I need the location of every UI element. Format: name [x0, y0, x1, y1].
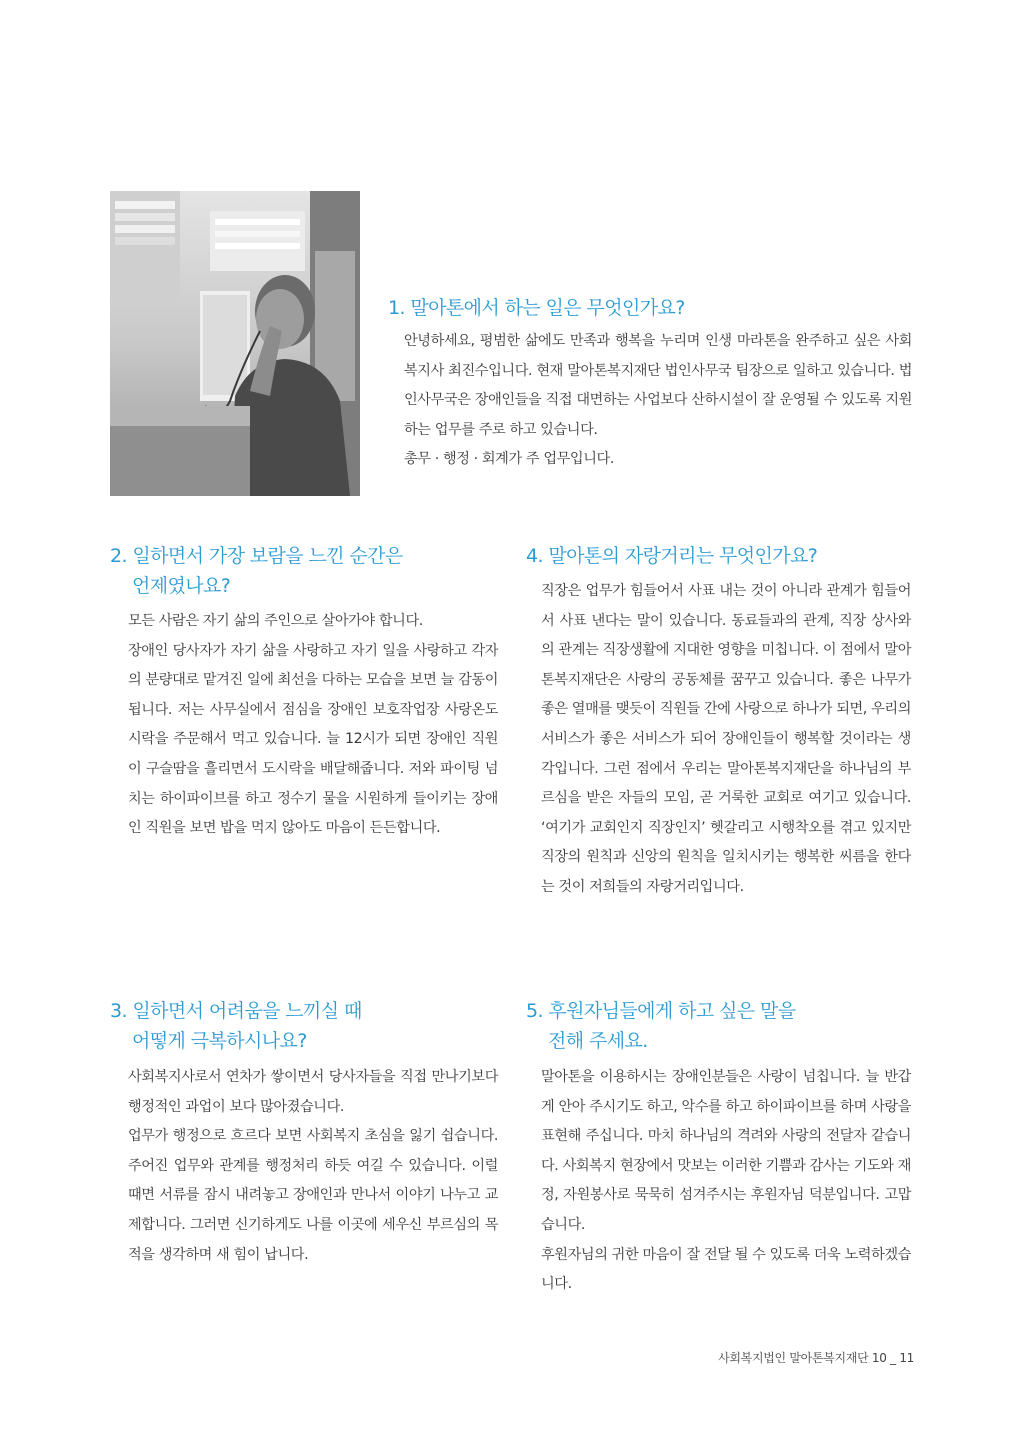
section-2-title	[110, 541, 510, 601]
section-5-paragraph-1: 말아톤을 이용하시는 장애인분들은 사랑이 넘칩니다. 늘 반갑게 안아 주시기도 하고, 악수를 하고 하이파이브를 하며 사랑을 표현해 주십니다. 마치 하나님의 격려와 사랑의 전달자 같습니다. 사회복지 현장에서 맛보는 이러한 기쁨과 감사는 기도와 재정, 자원봉사로 묵묵히 섬겨주시는 후원자님 덕분입니다. 고맙습니다.	[541, 1069, 911, 1233]
section-4-title-line-1: 4. 말아톤의 자랑거리는 무엇인가요?	[526, 545, 818, 567]
section-2-title-line-2: 언제였나요?	[132, 575, 231, 597]
section-4-body	[541, 577, 911, 903]
section-2-paragraph-1: 모든 사람은 자기 삶의 주인으로 살아가야 합니다.	[128, 613, 423, 629]
section-3-paragraph-2: 업무가 행정으로 흐르다 보면 사회복지 초심을 잃기 쉽습니다. 주어진 업무와 관계를 행정처리 하듯 여길 수 있습니다. 이럴 때면 서류를 잠시 내려놓고 장애인과 만나서 이야기 나누고 교제합니다. 그러면 신기하게도 나를 이곳에 세우신 부르심의 목적을 생각하며 새 힘이 납니다.	[128, 1128, 498, 1263]
section-3-body	[128, 1063, 498, 1270]
section-5-paragraph-2: 후원자님의 귀한 마음이 잘 전달 될 수 있도록 더욱 노력하겠습니다.	[541, 1246, 911, 1293]
section-1-body	[404, 327, 912, 475]
section-3-title-line-1: 3. 일하면서 어려움을 느끼실 때	[110, 1000, 362, 1022]
footer-org-name: 사회복지법인 말아톤복지재단	[718, 1351, 869, 1365]
section-5-body	[541, 1063, 911, 1300]
section-5-title-line-2: 전해 주세요.	[548, 1030, 648, 1052]
section-3-title	[110, 996, 510, 1056]
footer-page-numbers: 10 _ 11	[871, 1351, 914, 1365]
section-3-paragraph-1: 사회복지사로서 연차가 쌓이면서 당사자들을 직접 만나기보다 행정적인 과업이 보다 많아졌습니다.	[128, 1069, 498, 1115]
page-footer	[718, 1349, 914, 1366]
section-1-title-line-1: 1. 말아톤에서 하는 일은 무엇인가요?	[388, 297, 685, 319]
section-4-paragraph-1: 직장은 업무가 힘들어서 사표 내는 것이 아니라 관계가 힘들어서 사표 낸다는 말이 있습니다. 동료들과의 관계, 직장 상사와의 관계는 직장생활에 지대한 영향을 미칩니다. 이 점에서 말아톤복지재단은 사랑의 공동체를 꿈꾸고 있습니다. 좋은 나무가 좋은 열매를 맺듯이 직원들 간에 사랑으로 하나가 되면, 우리의 서비스가 좋은 서비스가 되어 장애인들이 행복할 것이라는 생각입니다. 그런 점에서 우리는 말아톤복지재단을 하나님의 부르심을 받은 자들의 모임, 곧 거룩한 교회로 여기고 있습니다. ‘여기가 교회인지 직장인지’ 헷갈리고 시행착오를 겪고 있지만 직장의 원칙과 신앙의 원칙을 일치시키는 행복한 씨름을 한다는 것이 저희들의 자랑거리입니다.	[541, 583, 911, 895]
section-3-title-line-2: 어떻게 극복하시나요?	[132, 1030, 307, 1052]
section-5-title-line-1: 5. 후원자님들에게 하고 싶은 말을	[526, 1000, 796, 1022]
section-4-title	[526, 541, 926, 571]
section-2-title-line-1: 2. 일하면서 가장 보람을 느낀 순간은	[110, 545, 403, 567]
section-1-title	[388, 293, 928, 323]
section-2-body	[128, 607, 498, 844]
section-5-title	[526, 996, 926, 1056]
section-2-paragraph-2: 장애인 당사자가 자기 삶을 사랑하고 자기 일을 사랑하고 각자의 분량대로 맡겨진 일에 최선을 다하는 모습을 보면 늘 감동이 됩니다. 저는 사무실에서 점심을 장애인 보호작업장 사랑온도시락을 주문해서 먹고 있습니다. 늘 12시가 되면 장애인 직원이 구슬땀을 흘리면서 도시락을 배달해줍니다. 저와 파이팅 넘치는 하이파이브를 하고 정수기 물을 시원하게 들이키는 장애인 직원을 보면 밥을 먹지 않아도 마음이 든든합니다.	[128, 642, 498, 837]
section-1-paragraph-2: 총무 · 행정 · 회계가 주 업무입니다.	[404, 451, 614, 468]
staff-photo	[110, 191, 360, 496]
section-1-paragraph-1: 안녕하세요, 평범한 삶에도 만족과 행복을 누리며 인생 마라톤을 완주하고 싶은 사회복지사 최진수입니다. 현재 말아톤복지재단 법인사무국 팀장으로 일하고 있습니다. 법인사무국은 장애인들을 직접 대면하는 사업보다 산하시설이 잘 운영될 수 있도록 지원하는 업무를 주로 하고 있습니다.	[404, 333, 912, 438]
